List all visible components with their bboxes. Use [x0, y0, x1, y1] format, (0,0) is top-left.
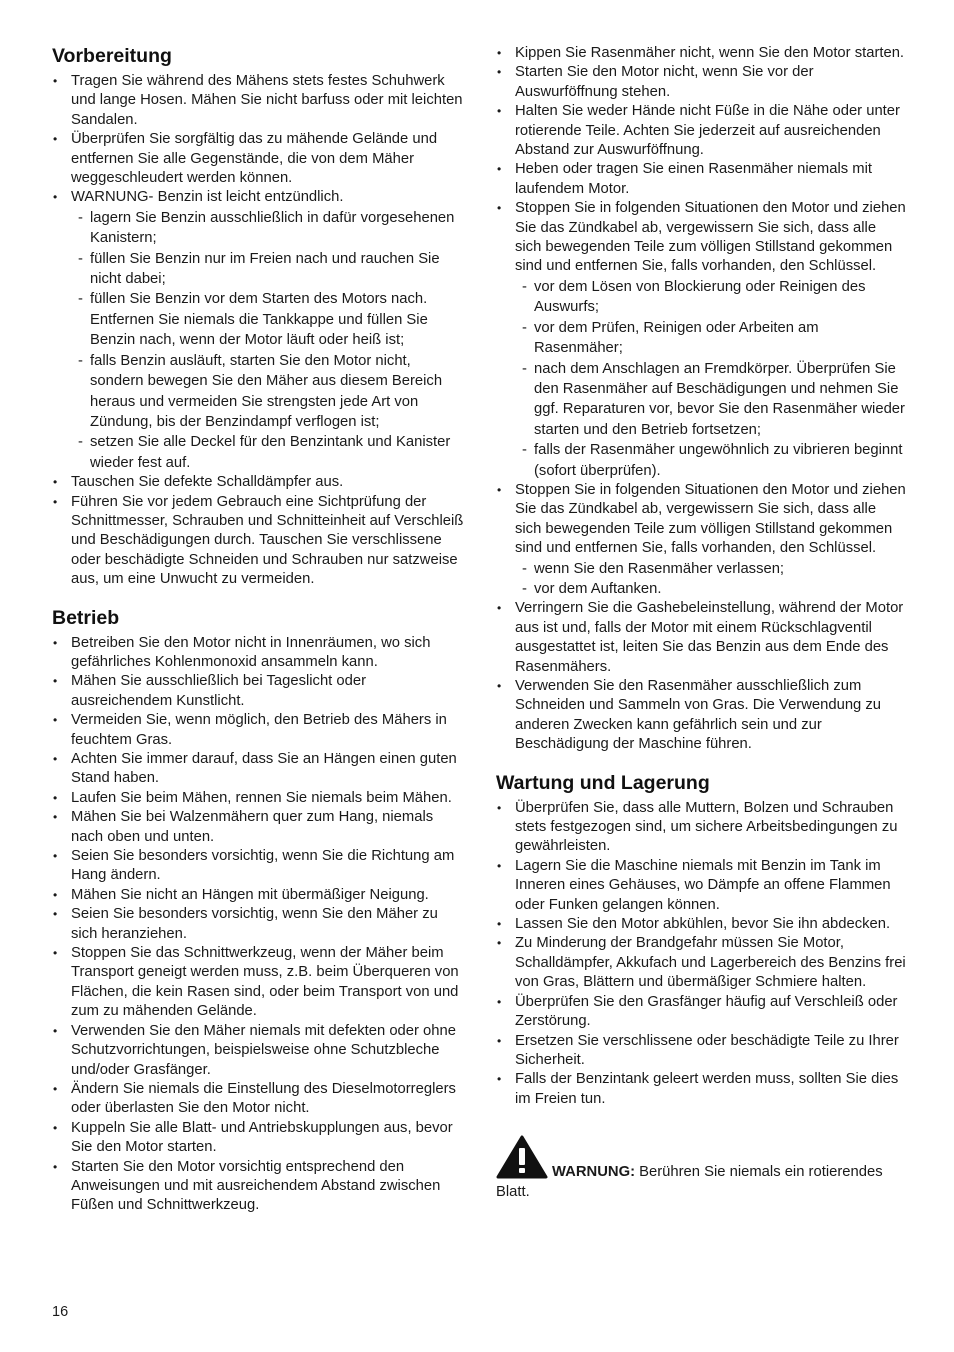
bullet-list	[52, 72, 464, 590]
bullet-list	[496, 44, 906, 755]
warning-text: Berühren Sie niemals ein rotierendes Blatt.	[496, 1164, 883, 1200]
right-column	[496, 44, 906, 1202]
list-item-text: Mähen Sie bei Walzenmähern quer zum Hang, niemals nach oben und unten.	[71, 809, 434, 845]
list-item	[496, 915, 906, 934]
list-item	[52, 944, 464, 1022]
sub-list-item: - lagern Sie Benzin ausschließlich in dafür vorgesehenen Kanistern;	[71, 208, 464, 249]
bullet-list	[52, 634, 464, 1216]
sub-list-item: - füllen Sie Benzin vor dem Starten des Motors nach. Entfernen Sie niemals die Tankkappe und füllen Sie Benzin nach, wenn der Motor läuft oder heiß ist;	[71, 289, 464, 350]
sub-list-item: - vor dem Auftanken.	[515, 579, 906, 599]
list-item-text: Vermeiden Sie, wenn möglich, den Betrieb des Mähers in feuchtem Gras.	[71, 712, 447, 748]
list-item	[496, 1032, 906, 1071]
list-item	[52, 130, 464, 188]
list-item-text: Verwenden Sie den Mäher niemals mit defekten oder ohne Schutzvorrichtungen, beispielsweise ohne Schutzbleche und/oder Grasfänger.	[71, 1022, 456, 1078]
warning-note	[496, 1135, 906, 1202]
section-vorbereitung	[52, 44, 464, 590]
list-item-text: Starten Sie den Motor nicht, wenn Sie vor der Auswurföffnung stehen.	[515, 64, 814, 100]
list-item	[496, 857, 906, 915]
list-item	[52, 672, 464, 711]
list-item	[496, 102, 906, 160]
list-item-text: Seien Sie besonders vorsichtig, wenn Sie den Mäher zu sich heranziehen.	[71, 906, 438, 942]
page-number: 16	[52, 1304, 69, 1320]
list-item-text: Kippen Sie Rasenmäher nicht, wenn Sie den Motor starten.	[515, 45, 905, 61]
sub-list-item: - vor dem Prüfen, Reinigen oder Arbeiten am Rasenmäher;	[515, 318, 906, 359]
list-item	[496, 934, 906, 992]
sub-list-item: - wenn Sie den Rasenmäher verlassen;	[515, 559, 906, 579]
list-item	[52, 847, 464, 886]
list-item-text: Führen Sie vor jedem Gebrauch eine Sichtprüfung der Schnittmesser, Schrauben und Schnitteinheit auf Verschleiß und Beschädigungen durch. Tauschen Sie verschlissene oder beschädigte Schneiden und Schrauben nur satzweise aus, um eine Unwucht zu vermeiden.	[71, 493, 464, 588]
list-item	[496, 160, 906, 199]
list-item-text: Verringern Sie die Gashebeleinstellung, während der Motor aus ist und, falls der Motor mit einem Rückschlagventil ausgestattet ist, leiten Sie das Benzin aus dem Ende des Rasenmähers.	[515, 600, 904, 675]
list-item-text: Zu Minderung der Brandgefahr müssen Sie Motor, Schalldämpfer, Akkufach und Lagerbereich des Benzins frei von Gras, Blättern und übermäßiger Schmiere halten.	[515, 935, 906, 991]
list-item-text: Betreiben Sie den Motor nicht in Innenräumen, wo sich gefährliches Kohlenmonoxid ansammeln kann.	[71, 634, 431, 670]
list-item	[52, 1080, 464, 1119]
list-item-text: Lassen Sie den Motor abkühlen, bevor Sie ihn abdecken.	[515, 916, 891, 933]
dash-list	[515, 559, 906, 600]
list-item-text: Stoppen Sie in folgenden Situationen den Motor und ziehen Sie das Zündkabel ab, vergewissern Sie sich, dass alle sich bewegenden Teile zum völligen Stillstand gekommen sind und entfernen Sie, falls vorhanden, den Schlüssel.	[515, 200, 906, 275]
list-item	[496, 199, 906, 481]
list-item-text: Stoppen Sie das Schnittwerkzeug, wenn der Mäher beim Transport geneigt werden muss, z.B. beim Überqueren von Flächen, die kein Rasen sind, oder beim Transport von und zum zu mähenden Gelände.	[71, 945, 459, 1020]
list-item-text: Starten Sie den Motor vorsichtig entsprechend den Anweisungen und mit ausreichendem Abstand zwischen Füßen und Schnittwerkzeug.	[71, 1158, 441, 1214]
list-item-text: Mähen Sie ausschließlich bei Tageslicht oder ausreichendem Kunstlicht.	[71, 673, 367, 709]
list-item	[496, 599, 906, 677]
warning-label: WARNUNG:	[552, 1164, 636, 1181]
list-item-text: Verwenden Sie den Rasenmäher ausschließlich zum Schneiden und Sammeln von Gras. Die Verwendung zu anderen Zwecken kann gefährlich sein und zur Beschädigung der Maschine führen.	[515, 678, 882, 753]
list-item-text: WARNUNG- Benzin ist leicht entzündlich.	[71, 189, 344, 206]
sub-list-item: - setzen Sie alle Deckel für den Benzintank und Kanister wieder fest auf.	[71, 432, 464, 473]
bullet-list	[496, 799, 906, 1110]
list-item-text: Tragen Sie während des Mähens stets festes Schuhwerk und lange Hosen. Mähen Sie nicht barfuss oder mit leichten Sandalen.	[71, 73, 463, 128]
list-item-text: Laufen Sie beim Mähen, rennen Sie niemals beim Mähen.	[71, 789, 452, 806]
list-item	[496, 63, 906, 102]
list-item-text: Heben oder tragen Sie einen Rasenmäher niemals mit laufendem Motor.	[515, 161, 872, 197]
list-item	[52, 711, 464, 750]
sub-list-item: - vor dem Lösen von Blockierung oder Reinigen des Auswurfs;	[515, 277, 906, 318]
list-item	[52, 72, 464, 130]
list-item	[496, 677, 906, 755]
list-item	[496, 1070, 906, 1109]
list-item	[52, 188, 464, 473]
dash-list	[515, 277, 906, 481]
list-item-text: Überprüfen Sie, dass alle Muttern, Bolzen und Schrauben stets festgezogen sind, um sichere Arbeitsbedingungen zu gewährleisten.	[515, 799, 898, 855]
list-item	[496, 44, 906, 63]
section-heading: Vorbereitung	[52, 45, 172, 67]
list-item-text: Halten Sie weder Hände nicht Füße in die Nähe oder unter rotierende Teile. Achten Sie jederzeit auf ausreichenden Abstand zur Auswurföffnung.	[515, 103, 900, 159]
list-item	[52, 493, 464, 590]
warning-triangle-icon	[496, 1135, 548, 1179]
dash-list	[71, 208, 464, 473]
list-item-text: Stoppen Sie in folgenden Situationen den Motor und ziehen Sie das Zündkabel ab, vergewissern Sie sich, dass alle sich bewegenden Teile zum völligen Stillstand gekommen sind und entfernen Sie, falls vorhanden, den Schlüssel.	[515, 481, 906, 557]
list-item-text: Überprüfen Sie sorgfältig das zu mähende Gelände und entfernen Sie alle Gegenstände, die von dem Mäher weggeschleudert werden können.	[71, 131, 438, 187]
list-item	[52, 789, 464, 808]
sub-list-item: - füllen Sie Benzin nur im Freien nach und rauchen Sie nicht dabei;	[71, 249, 464, 290]
section-betrieb-continued	[496, 44, 906, 755]
list-item-text: Ändern Sie niemals die Einstellung des Dieselmotorreglers oder überlasten Sie den Motor nicht.	[71, 1080, 456, 1117]
list-item-text: Kuppeln Sie alle Blatt- und Antriebskupplungen aus, bevor Sie den Motor starten.	[71, 1119, 453, 1156]
list-item	[52, 634, 464, 673]
left-column	[52, 44, 464, 1216]
sub-list-item: - nach dem Anschlagen an Fremdkörper. Überprüfen Sie den Rasenmäher auf Beschädigungen und nehmen Sie ggf. Reparaturen vor, bevor Sie den Rasenmäher wieder starten und den Betrieb fortsetzen;	[515, 359, 906, 441]
list-item-text: Lagern Sie die Maschine niemals mit Benzin im Tank im Inneren eines Gehäuses, wo Dämpfe an offene Flammen oder Funken gelangen können.	[515, 857, 891, 913]
section-betrieb	[52, 606, 464, 1216]
list-item-text: Ersetzen Sie verschlissene oder beschädigte Teile zu Ihrer Sicherheit.	[515, 1032, 899, 1068]
section-heading: Wartung und Lagerung	[496, 771, 710, 794]
list-item-text: Achten Sie immer darauf, dass Sie an Hängen einen guten Stand haben.	[71, 751, 457, 787]
section-wartung-und-lagerung	[496, 771, 906, 1110]
list-item	[52, 808, 464, 847]
list-item	[496, 993, 906, 1032]
list-item	[52, 750, 464, 789]
list-item-text: Seien Sie besonders vorsichtig, wenn Sie die Richtung am Hang ändern.	[71, 848, 455, 884]
list-item	[52, 886, 464, 905]
list-item-text: Überprüfen Sie den Grasfänger häufig auf Verschleiß oder Zerstörung.	[515, 993, 898, 1030]
list-item	[52, 1119, 464, 1158]
list-item	[52, 905, 464, 944]
section-heading: Betrieb	[52, 606, 120, 629]
list-item	[496, 481, 906, 599]
sub-list-item: - falls Benzin ausläuft, starten Sie den Motor nicht, sondern bewegen Sie den Mäher aus diesem Bereich heraus und vermeiden Sie strengsten jede Art von Zündung, bis der Benzindampf verflogen ist;	[71, 351, 464, 433]
list-item-text: Mähen Sie nicht an Hängen mit übermäßiger Neigung.	[71, 886, 429, 903]
sub-list-item: - falls der Rasenmäher ungewöhnlich zu vibrieren beginnt (sofort überprüfen).	[515, 440, 906, 481]
list-item-text: Falls der Benzintank geleert werden muss, sollten Sie dies im Freien tun.	[515, 1071, 899, 1107]
list-item	[496, 799, 906, 857]
list-item	[52, 1158, 464, 1216]
list-item	[52, 473, 464, 492]
list-item	[52, 1022, 464, 1080]
list-item-text: Tauschen Sie defekte Schalldämpfer aus.	[71, 474, 344, 491]
